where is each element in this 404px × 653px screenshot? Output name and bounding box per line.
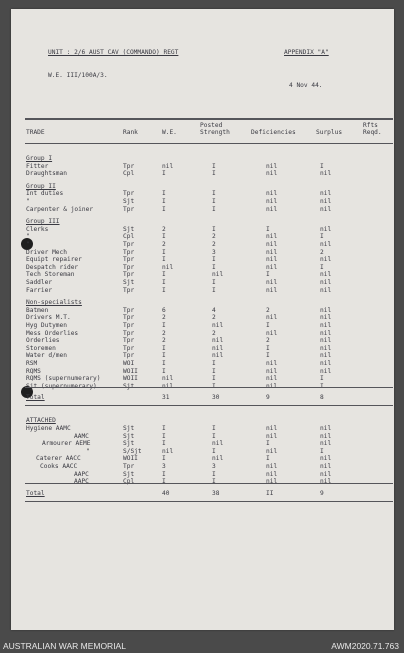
- cell-rank: Tpr: [123, 352, 135, 360]
- cell-sur: nil: [320, 225, 332, 233]
- cell-trade: Draughtsman: [26, 170, 67, 178]
- cell-def: I: [266, 225, 270, 233]
- archive-footer: [0, 638, 404, 653]
- document-date: 4 Nov 44.: [289, 82, 323, 89]
- cell-sur: nil: [320, 314, 332, 322]
- cell-rank: Sjt: [123, 279, 135, 286]
- cell-trade: Driver Mech: [26, 248, 67, 256]
- column-header-trade: TRADE: [26, 129, 45, 136]
- cell-we: 6: [162, 306, 166, 314]
- cell-rank: Tpr: [123, 322, 135, 329]
- cell-trade: Group I: [26, 155, 53, 162]
- cell-def: nil: [266, 432, 278, 440]
- cell-trade: Armourer AEME: [42, 440, 91, 448]
- cell-trade: Group III: [26, 218, 60, 226]
- cell-def: nil: [266, 263, 278, 271]
- cell-trade: Tech Storeman: [26, 271, 75, 279]
- cell-posted: 30: [212, 394, 220, 402]
- cell-sur: nil: [320, 322, 332, 329]
- cell-trade: AAPC: [74, 478, 89, 486]
- cell-sur: I: [320, 447, 324, 455]
- cell-trade: ": [26, 241, 30, 248]
- cell-we: I: [162, 470, 166, 478]
- cell-rank: Sjt: [123, 198, 135, 205]
- cell-rank: Tpr: [123, 329, 135, 337]
- cell-trade: Mess Orderlies: [26, 329, 79, 337]
- cell-def: I: [266, 344, 270, 352]
- cell-posted: nil: [212, 271, 224, 279]
- cell-we: nil: [162, 162, 174, 170]
- cell-sur: nil: [320, 352, 332, 360]
- cell-we: 40: [162, 489, 170, 497]
- cell-sur: nil: [320, 360, 332, 367]
- cell-we: I: [162, 425, 166, 432]
- cell-trade: Caterer AACC: [36, 455, 81, 463]
- total-bottom-rule: [25, 405, 393, 406]
- cell-posted: I: [212, 447, 216, 455]
- column-header-posted: Posted: [200, 122, 223, 129]
- cell-rank: Sjt: [123, 470, 135, 478]
- cell-sur: nil: [320, 455, 332, 463]
- cell-def: nil: [266, 314, 278, 322]
- cell-posted: nil: [212, 352, 224, 360]
- cell-posted: I: [212, 375, 216, 383]
- cell-posted: I: [212, 286, 216, 294]
- cell-def: nil: [266, 447, 278, 455]
- cell-sur: 9: [320, 489, 324, 497]
- cell-rank: Tpr: [123, 271, 135, 279]
- cell-trade: Hygiene AAMC: [26, 425, 71, 432]
- cell-sur: nil: [320, 205, 332, 213]
- cell-trade: AAMC: [74, 432, 89, 440]
- cell-rank: Tpr: [123, 256, 135, 264]
- cell-rank: Tpr: [123, 162, 135, 170]
- cell-rank: Sjt: [123, 440, 135, 448]
- cell-def: nil: [266, 329, 278, 337]
- cell-trade: Storemen: [26, 344, 56, 352]
- cell-def: II: [266, 489, 274, 497]
- cell-we: I: [162, 271, 166, 279]
- cell-trade: Water d/men: [26, 352, 67, 360]
- cell-sur: nil: [320, 190, 332, 198]
- cell-rank: Cpl: [123, 233, 135, 241]
- cell-trade: Group II: [26, 182, 56, 190]
- cell-posted: I: [212, 470, 216, 478]
- cell-sur: nil: [320, 279, 332, 286]
- document-sheet: [11, 9, 394, 630]
- cell-rank: Sjt: [123, 382, 135, 390]
- column-header-rfts: Rfts: [363, 122, 378, 129]
- cell-we: I: [162, 455, 166, 463]
- cell-def: I: [266, 455, 270, 463]
- cell-posted: I: [212, 367, 216, 375]
- cell-rank: Tpr: [123, 286, 135, 294]
- cell-trade: AAPC: [74, 470, 89, 478]
- cell-trade: Equipt repairer: [26, 256, 82, 264]
- cell-we: I: [162, 248, 166, 256]
- cell-def: nil: [266, 463, 278, 470]
- cell-sur: nil: [320, 367, 332, 375]
- cell-trade: Sjt (supernumerary): [26, 382, 97, 390]
- cell-posted: nil: [212, 455, 224, 463]
- cell-we: I: [162, 286, 166, 294]
- cell-we: I: [162, 440, 166, 448]
- header-bottom-rule: [25, 143, 393, 144]
- cell-rank: Sjt: [123, 432, 135, 440]
- cell-def: nil: [266, 286, 278, 294]
- cell-posted: 3: [212, 463, 216, 470]
- cell-sur: I: [320, 263, 324, 271]
- cell-posted: I: [212, 205, 216, 213]
- cell-sur: 2: [320, 248, 324, 256]
- cell-posted: 38: [212, 489, 220, 497]
- cell-we: 2: [162, 337, 166, 345]
- cell-trade: RQMS: [26, 367, 41, 375]
- cell-def: nil: [266, 375, 278, 383]
- cell-def: nil: [266, 360, 278, 367]
- cell-rank: Tpr: [123, 248, 135, 256]
- cell-we: 2: [162, 225, 166, 233]
- cell-trade: Non-specialists: [26, 299, 82, 307]
- cell-we: 2: [162, 241, 166, 248]
- cell-def: nil: [266, 190, 278, 198]
- cell-posted: I: [212, 360, 216, 367]
- table-top-rule: [25, 118, 393, 120]
- column-header-deficiencies: Deficiencies: [251, 129, 296, 136]
- cell-trade: RQMS (supernumerary): [26, 375, 101, 383]
- cell-rank: Sjt: [123, 225, 135, 233]
- cell-rank: Tpr: [123, 306, 135, 314]
- cell-posted: I: [212, 256, 216, 264]
- cell-we: I: [162, 360, 166, 367]
- cell-posted: 3: [212, 248, 216, 256]
- cell-rank: WOII: [123, 375, 138, 383]
- cell-def: nil: [266, 248, 278, 256]
- column-header-we: W.E.: [162, 129, 177, 136]
- cell-we: I: [162, 279, 166, 286]
- cell-trade: ": [86, 447, 90, 455]
- cell-rank: Cpl: [123, 478, 135, 486]
- cell-def: nil: [266, 256, 278, 264]
- cell-trade: Total: [26, 489, 45, 497]
- cell-we: 3: [162, 463, 166, 470]
- cell-we: nil: [162, 263, 174, 271]
- appendix-label: APPENDIX "A": [284, 49, 329, 56]
- cell-def: nil: [266, 470, 278, 478]
- cell-def: nil: [266, 233, 278, 241]
- cell-posted: nil: [212, 337, 224, 345]
- cell-posted: I: [212, 190, 216, 198]
- cell-sur: nil: [320, 198, 332, 205]
- cell-posted: I: [212, 382, 216, 390]
- cell-def: nil: [266, 478, 278, 486]
- cell-sur: nil: [320, 271, 332, 279]
- cell-posted: 4: [212, 306, 216, 314]
- cell-posted: I: [212, 170, 216, 178]
- cell-we: 2: [162, 329, 166, 337]
- cell-sur: nil: [320, 470, 332, 478]
- cell-rank: Tpr: [123, 241, 135, 248]
- cell-posted: 2: [212, 329, 216, 337]
- column-header-strength: Strength: [200, 129, 230, 136]
- cell-rank: Tpr: [123, 314, 135, 322]
- cell-rank: S/Sjt: [123, 447, 142, 455]
- cell-sur: nil: [320, 440, 332, 448]
- cell-trade: Batmen: [26, 306, 49, 314]
- cell-trade: Orderlies: [26, 337, 60, 345]
- cell-trade: Farrier: [26, 286, 53, 294]
- cell-posted: I: [212, 162, 216, 170]
- cell-posted: 2: [212, 241, 216, 248]
- cell-rank: Cpl: [123, 170, 135, 178]
- cell-rank: WOI: [123, 360, 135, 367]
- column-header-reqd: Reqd.: [363, 129, 382, 136]
- cell-def: nil: [266, 425, 278, 432]
- cell-sur: I: [320, 233, 324, 241]
- cell-def: I: [266, 352, 270, 360]
- cell-rank: WOII: [123, 455, 138, 463]
- cell-rank: Tpr: [123, 337, 135, 345]
- cell-sur: nil: [320, 478, 332, 486]
- cell-we: 31: [162, 394, 170, 402]
- cell-sur: nil: [320, 425, 332, 432]
- cell-we: I: [162, 233, 166, 241]
- cell-rank: Tpr: [123, 463, 135, 470]
- cell-def: I: [266, 271, 270, 279]
- cell-trade: Int duties: [26, 190, 64, 198]
- cell-rank: Tpr: [123, 205, 135, 213]
- cell-sur: nil: [320, 306, 332, 314]
- cell-def: nil: [266, 367, 278, 375]
- reference-number: W.E. III/100A/3.: [48, 72, 108, 79]
- cell-sur: I: [320, 382, 324, 390]
- cell-def: nil: [266, 170, 278, 178]
- cell-sur: nil: [320, 256, 332, 264]
- total-rule: [25, 483, 393, 484]
- cell-posted: nil: [212, 440, 224, 448]
- cell-def: I: [266, 440, 270, 448]
- cell-trade: Drivers M.T.: [26, 314, 71, 322]
- cell-sur: I: [320, 375, 324, 383]
- cell-we: I: [162, 344, 166, 352]
- cell-posted: I: [212, 225, 216, 233]
- cell-def: nil: [266, 279, 278, 286]
- cell-posted: I: [212, 279, 216, 286]
- cell-def: nil: [266, 205, 278, 213]
- cell-we: I: [162, 367, 166, 375]
- cell-trade: Total: [26, 394, 45, 402]
- cell-trade: Hyg Dutymen: [26, 322, 67, 329]
- cell-rank: Tpr: [123, 263, 135, 271]
- cell-sur: nil: [320, 337, 332, 345]
- cell-trade: Clerks: [26, 225, 49, 233]
- cell-def: I: [266, 322, 270, 329]
- cell-def: nil: [266, 162, 278, 170]
- total-bottom-rule: [25, 501, 393, 502]
- cell-posted: I: [212, 263, 216, 271]
- cell-trade: RSM: [26, 360, 38, 367]
- column-header-surplus: Surplus: [316, 129, 343, 136]
- cell-sur: nil: [320, 344, 332, 352]
- cell-posted: 2: [212, 314, 216, 322]
- cell-rank: Tpr: [123, 344, 135, 352]
- cell-sur: I: [320, 162, 324, 170]
- cell-posted: nil: [212, 344, 224, 352]
- cell-def: 9: [266, 394, 270, 402]
- cell-we: nil: [162, 447, 174, 455]
- cell-rank: Sjt: [123, 425, 135, 432]
- cell-sur: nil: [320, 170, 332, 178]
- cell-def: 2: [266, 306, 270, 314]
- cell-trade: Carpenter & joiner: [26, 205, 94, 213]
- cell-trade: ": [26, 233, 30, 241]
- cell-we: nil: [162, 382, 174, 390]
- cell-sur: nil: [320, 463, 332, 470]
- cell-sur: nil: [320, 432, 332, 440]
- cell-def: 2: [266, 337, 270, 345]
- cell-sur: nil: [320, 241, 332, 248]
- cell-trade: ATTACHED: [26, 417, 56, 425]
- cell-trade: Cooks AACC: [40, 463, 78, 470]
- cell-def: nil: [266, 198, 278, 205]
- cell-we: 2: [162, 314, 166, 322]
- cell-we: I: [162, 190, 166, 198]
- cell-trade: ": [26, 198, 30, 205]
- cell-posted: nil: [212, 322, 224, 329]
- cell-trade: Fitter: [26, 162, 49, 170]
- cell-we: I: [162, 205, 166, 213]
- cell-def: nil: [266, 382, 278, 390]
- cell-sur: nil: [320, 286, 332, 294]
- unit-heading: UNIT : 2/6 AUST CAV (COMMANDO) REGT: [48, 49, 179, 56]
- total-rule: [25, 387, 393, 388]
- cell-we: I: [162, 322, 166, 329]
- cell-we: I: [162, 478, 166, 486]
- cell-we: I: [162, 170, 166, 178]
- cell-we: nil: [162, 375, 174, 383]
- column-header-rank: Rank: [123, 129, 138, 136]
- cell-posted: I: [212, 198, 216, 205]
- cell-posted: I: [212, 432, 216, 440]
- footer-institution: AUSTRALIAN WAR MEMORIAL: [3, 641, 126, 651]
- cell-trade: Saddler: [26, 279, 53, 286]
- cell-sur: 8: [320, 394, 324, 402]
- cell-we: I: [162, 432, 166, 440]
- cell-trade: Despatch rider: [26, 263, 79, 271]
- cell-rank: Tpr: [123, 190, 135, 198]
- cell-posted: 2: [212, 233, 216, 241]
- cell-def: nil: [266, 241, 278, 248]
- cell-we: I: [162, 352, 166, 360]
- cell-we: I: [162, 256, 166, 264]
- cell-posted: I: [212, 478, 216, 486]
- footer-accession-number: AWM2020.71.763: [331, 641, 399, 651]
- cell-rank: WOII: [123, 367, 138, 375]
- cell-posted: I: [212, 425, 216, 432]
- cell-we: I: [162, 198, 166, 205]
- cell-sur: nil: [320, 329, 332, 337]
